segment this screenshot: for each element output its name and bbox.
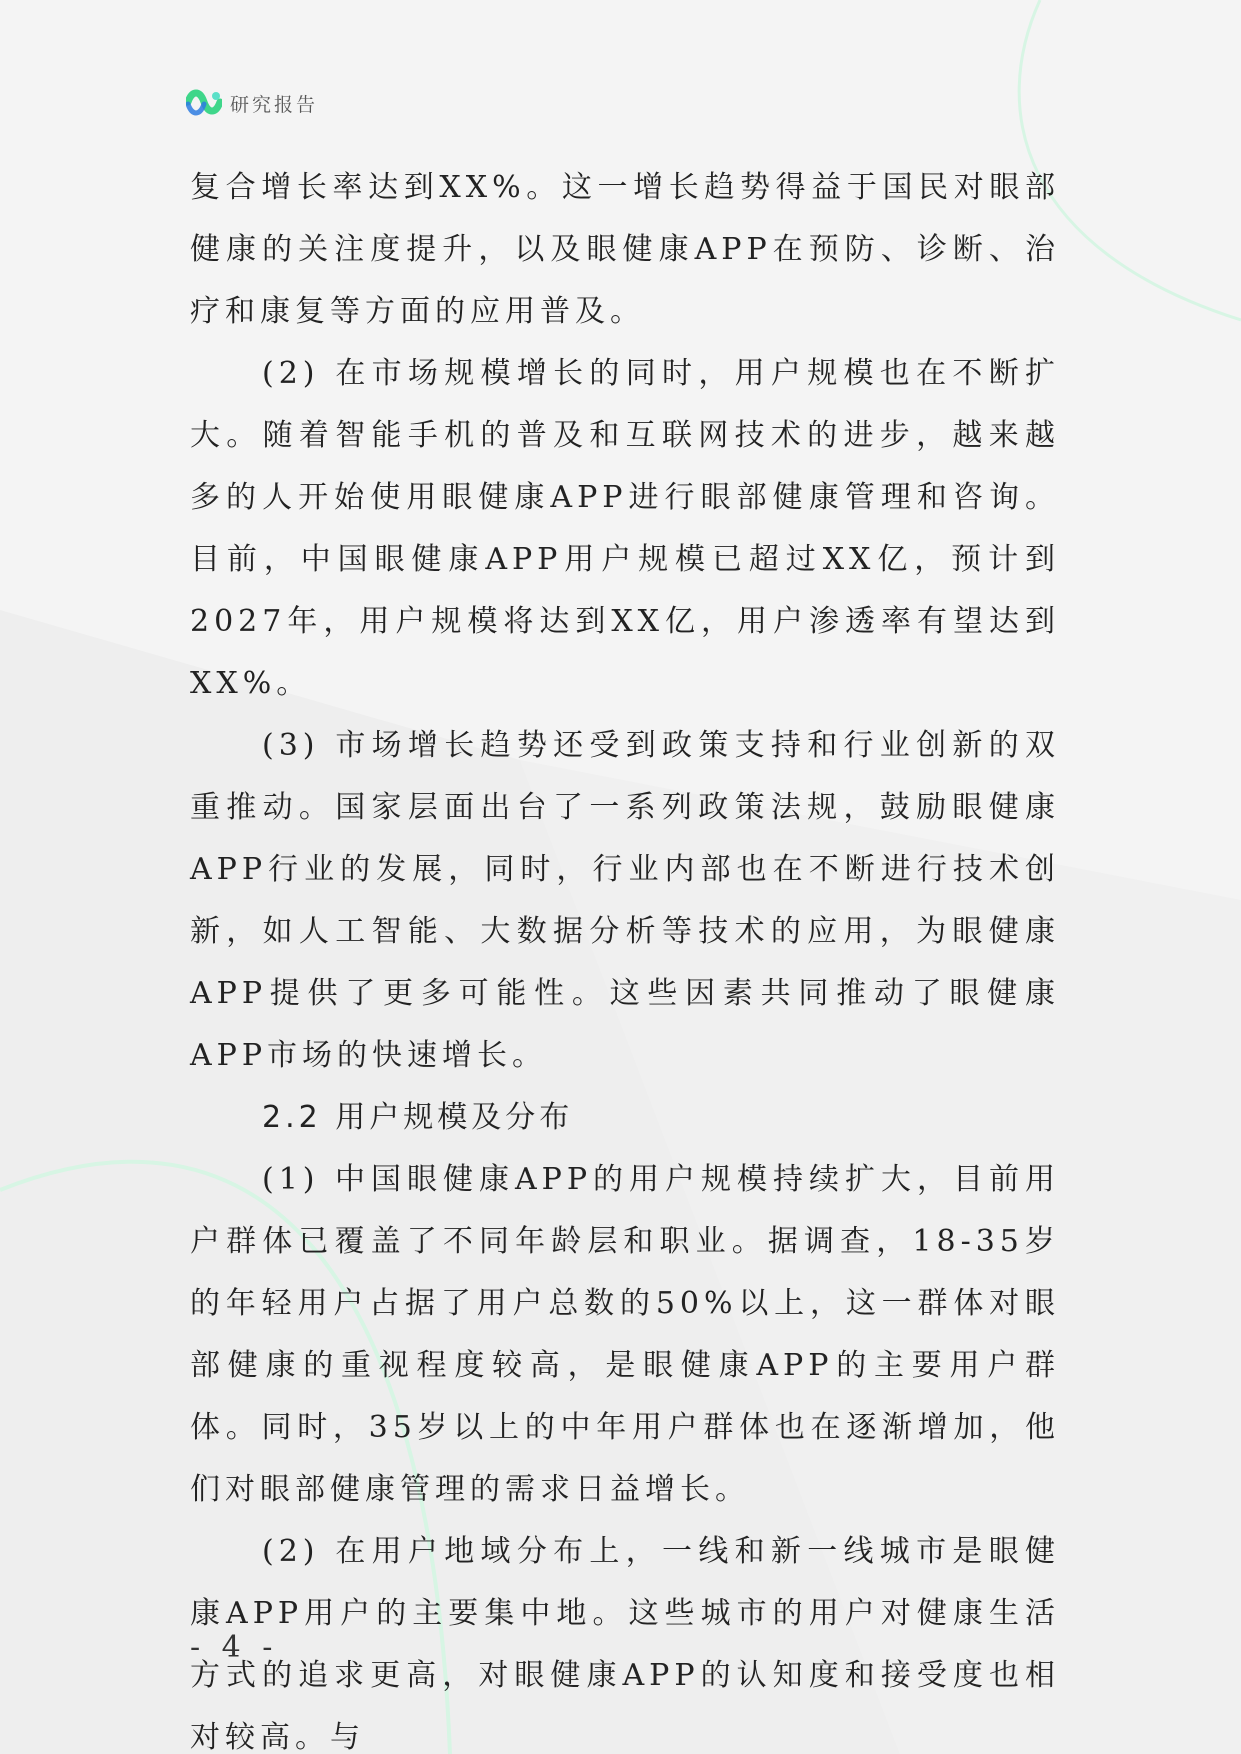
report-body xyxy=(190,157,1060,1754)
paragraph-continued: 复合增长率达到XX%。这一增长趋势得益于国民对眼部健康的关注度提升，以及眼健康APP在预防、诊断、治疗和康复等方面的应用普及。 xyxy=(190,170,1060,329)
company-logo-icon xyxy=(186,88,222,118)
section-heading: 2.2 用户规模及分布 xyxy=(262,1100,574,1135)
page-number: - 4 - xyxy=(190,1630,279,1665)
paragraph-market-users: (2) 在市场规模增长的同时，用户规模也在不断扩大。随着智能手机的普及和互联网技术的进步，越来越多的人开始使用眼健康APP进行眼部健康管理和咨询。目前，中国眼健康APP用户规模已超过XX亿，预计到2027年，用户规模将达到XX亿，用户渗透率有望达到XX%。 xyxy=(190,356,1060,701)
paragraph-user-region: (2) 在用户地域分布上，一线和新一线城市是眼健康APP用户的主要集中地。这些城市的用户对健康生活方式的追求更高，对眼健康APP的认知度和接受度也相对较高。与 xyxy=(190,1534,1060,1754)
report-header xyxy=(186,88,318,118)
paragraph-user-scale: (1) 中国眼健康APP的用户规模持续扩大，目前用户群体已覆盖了不同年龄层和职业。据调查，18-35岁的年轻用户占据了用户总数的50%以上，这一群体对眼部健康的重视程度较高，是眼健康APP的主要用户群体。同时，35岁以上的中年用户群体也在逐渐增加，他们对眼部健康管理的需求日益增长。 xyxy=(190,1162,1060,1507)
paragraph-policy: (3) 市场增长趋势还受到政策支持和行业创新的双重推动。国家层面出台了一系列政策法规，鼓励眼健康APP行业的发展，同时，行业内部也在不断进行技术创新，如人工智能、大数据分析等技术的应用，为眼健康APP提供了更多可能性。这些因素共同推动了眼健康APP市场的快速增长。 xyxy=(190,728,1060,1073)
header-title: 研究报告 xyxy=(230,93,319,116)
